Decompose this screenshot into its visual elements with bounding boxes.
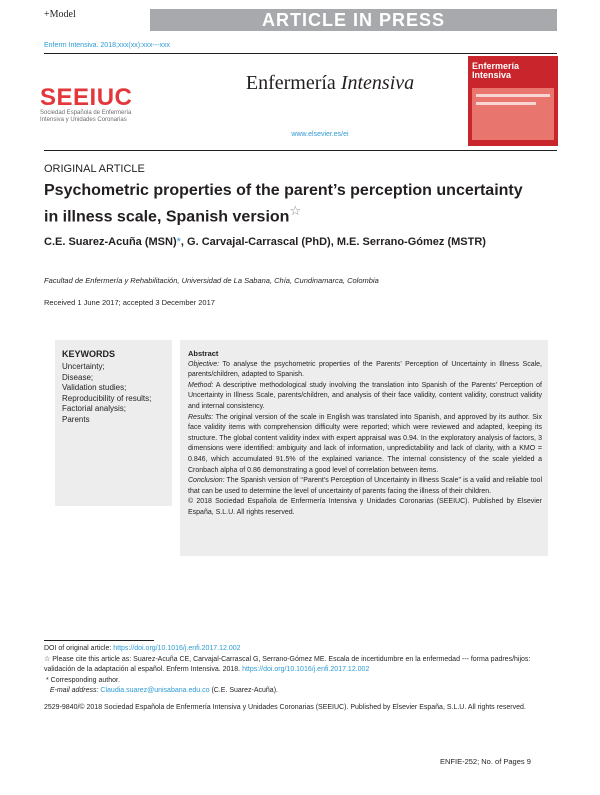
footnotes	[44, 644, 554, 697]
header-rule-bottom	[44, 150, 557, 151]
journal-citation[interactable]: Enferm Intensiva. 2018;xxx(xx):xxx---xxx	[44, 42, 171, 49]
authors-part2: , G. Carvajal-Carrascal (PhD), M.E. Serrano-Gómez (MSTR)	[180, 236, 486, 248]
corresponding-author-mark[interactable]: *	[176, 236, 181, 248]
journal-name-italic: Intensiva	[340, 72, 415, 94]
objective-label: Objective:	[188, 360, 220, 368]
title-footnote-mark[interactable]: ☆	[289, 203, 302, 218]
results-label: Results:	[188, 413, 214, 421]
cite-doi-link[interactable]: https://doi.org/10.1016/j.enfi.2017.12.002	[242, 666, 370, 673]
header-rule-top	[44, 53, 557, 54]
objective-text: To analyse the psychometric properties of the Parents’ Perception of Uncertainty in Illness Scale, parents/children, adapted to Spanish.	[188, 360, 542, 379]
abstract-heading: Abstract	[188, 349, 219, 358]
email-suffix: (C.E. Suarez-Acuña).	[209, 687, 278, 694]
cover-decoration-line	[476, 102, 536, 105]
keywords-title: KEYWORDS	[62, 349, 116, 359]
doi-footnote	[44, 644, 554, 655]
issn-copyright: 2529-9840/© 2018 Sociedad Española de Enfermería Intensiva y Unidades Coronarias (SEEIUC). Published by Elsevier España, S.L.U. All rights reserved.	[44, 704, 526, 711]
logo-subtitle: Sociedad Española de Enfermería Intensiva y Unidades Coronarias	[40, 110, 132, 123]
received-dates: Received 1 June 2017; accepted 3 December 2017	[44, 298, 215, 307]
results-text: The original version of the scale in English was translated into Spanish, and approved by its author. Six face validity items with comprehension difficulty were reported; which were reviewed and adapted, keeping its structure. The global content validity index with expert appraisal was 0.94. In the exploratory analysis of factors, 3 dimensions were identified: ambiguity and lack of information, unpredictability and lack of clarity, with a KMO = 0.846, which accumulated 91.5% of the explained variance. The internal consistency of the scale yielded a Cronbach alpha of 0.86 demonstrating a good level of correlation between items.	[188, 413, 542, 474]
seeiuc-logo	[40, 86, 145, 124]
keyword-item: Parents	[62, 414, 90, 424]
article-in-press-banner: ARTICLE IN PRESS	[150, 9, 557, 31]
page-info: ENFIE-252; No. of Pages 9	[440, 757, 531, 766]
abstract-box	[180, 340, 548, 556]
abstract-copyright: © 2018 Sociedad Española de Enfermería Intensiva y Unidades Coronarias (SEEIUC). Published by Elsevier España, S.L.U. All rights reserved.	[188, 498, 542, 516]
abstract-method	[188, 381, 542, 413]
journal-name-regular: Enfermería	[245, 72, 341, 94]
cite-text: Please cite this article as: Suarez-Acuña CE, Carvajal-Carrascal G, Serrano-Gómez ME. Escala de incertidumbre en la enfermedad --- forma padres/hijos: validación de la adaptación al español. Enferm Intensiva. 2018.	[44, 655, 531, 673]
abstract-body	[188, 349, 542, 519]
journal-cover-image	[468, 56, 558, 146]
conclusion-text: The Spanish version of ‘‘Parent’s Perception of Uncertainty in Illness Scale’’ is a valid and reliable tool that can be used to determine the level of uncertainty of parents facing the illness of their children.	[188, 477, 542, 495]
section-label: ORIGINAL ARTICLE	[44, 163, 145, 175]
abstract-objective	[188, 360, 542, 381]
affiliation: Facultad de Enfermería y Rehabilitación, Universidad de La Sabana, Chía, Cundinamarca, Colombia	[44, 276, 379, 285]
email-footnote	[44, 686, 554, 697]
journal-name	[200, 72, 460, 95]
model-tag: +Model	[44, 9, 76, 20]
corr-text: Corresponding author.	[48, 676, 120, 684]
keywords-list	[62, 362, 170, 425]
doi-label: DOI of original article:	[44, 645, 114, 652]
corresponding-footnote	[44, 676, 554, 687]
cover-title	[472, 62, 519, 80]
email-link[interactable]: Claudia.suarez@unisabana.edu.co	[100, 687, 210, 694]
keyword-item: Validation studies;	[62, 383, 127, 392]
keyword-item: Uncertainty;	[62, 362, 105, 371]
paper-title	[44, 181, 534, 227]
corr-mark: *	[45, 676, 49, 684]
abstract-results	[188, 413, 542, 477]
cover-title-line1: Enfermería	[472, 61, 520, 71]
logo-text: SEEIUC	[40, 84, 133, 111]
cover-decoration-line	[476, 94, 550, 97]
keyword-item: Reproducibility of results;	[62, 393, 152, 403]
authors-part1: C.E. Suarez-Acuña (MSN)	[44, 236, 177, 248]
abstract-conclusion	[188, 476, 542, 497]
method-label: Method:	[188, 381, 214, 389]
journal-url-link[interactable]: www.elsevier.es/ei	[291, 131, 349, 138]
footnote-rule	[44, 640, 154, 641]
keywords-box	[55, 340, 172, 506]
cover-title-line2: Intensiva	[472, 70, 512, 80]
author-list	[44, 236, 486, 248]
doi-link[interactable]: https://doi.org/10.1016/j.enfi.2017.12.002	[113, 645, 241, 652]
keyword-item: Factorial analysis;	[62, 404, 127, 413]
cite-footnote	[44, 655, 554, 676]
conclusion-label: Conclusion:	[188, 477, 225, 485]
email-label: E-mail address:	[49, 687, 101, 694]
method-text: A descriptive methodological study involving the translation into Spanish of the Parents’ Perception of Uncertainty in Illness Scale, parents/children, and analysis of their face validity, content validity, construct validity and internal consistency.	[188, 381, 542, 410]
keyword-item: Disease;	[62, 372, 94, 382]
cite-mark: ☆	[44, 655, 51, 663]
paper-title-text: Psychometric properties of the parent’s perception uncertainty in illness scale, Spanish version	[44, 182, 523, 226]
